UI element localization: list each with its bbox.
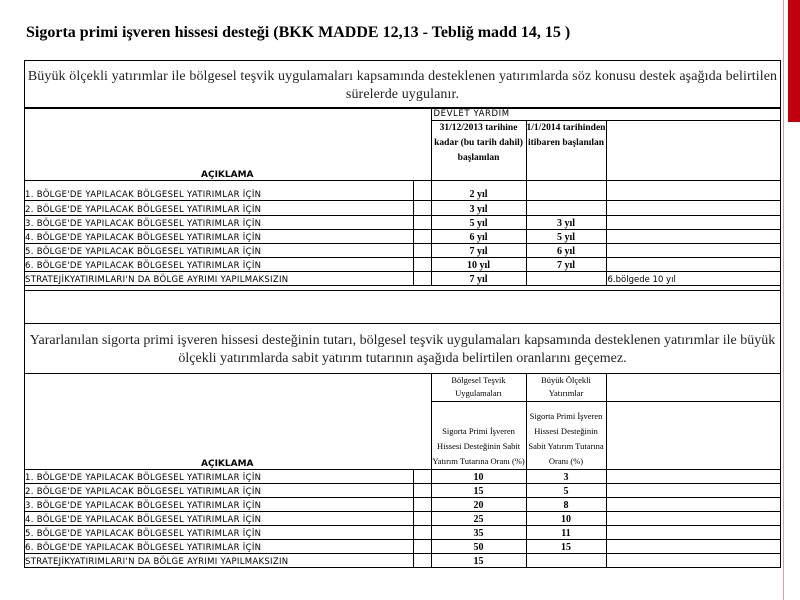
table2-row-note [606, 554, 781, 568]
table1-row-spacer [413, 201, 431, 216]
section1-intro: Büyük ölçekli yatırımlar ile bölgesel teşvik uygulamaları kapsamında desteklenen yatırımlarda söz konusu destek aşağıda belirtilen sürelerde uygulanır. [24, 60, 781, 108]
accent-bar [788, 0, 800, 122]
table-row [24, 244, 781, 258]
table2-row-value-2: 3 [526, 470, 606, 484]
table2-row-spacer [413, 498, 431, 512]
table2-row-spacer [413, 512, 431, 526]
table1-row-value-2: 6 yıl [526, 244, 606, 258]
table2-row-value-1: 15 [431, 554, 526, 568]
table1-row-spacer [413, 181, 431, 201]
table2-row-label: 5. BÖLGE'DE YAPILACAK BÖLGESEL YATIRIMLAR İÇİN [24, 526, 413, 540]
table2-row-note [606, 470, 781, 484]
table1-row-note: 6.bölgede 10 yıl [606, 272, 781, 286]
table1-row-spacer [413, 272, 431, 286]
table2-row-value-1: 15 [431, 484, 526, 498]
table2-row-value-2: 10 [526, 512, 606, 526]
table1-row-value-1: 7 yıl [431, 244, 526, 258]
section-spacer [24, 290, 781, 324]
table2-row-note [606, 484, 781, 498]
table1-row-value-1: 3 yıl [431, 201, 526, 216]
table2-row-label: 1. BÖLGE'DE YAPILACAK BÖLGESEL YATIRIMLAR İÇİN [24, 470, 413, 484]
table1-row-value-2 [526, 181, 606, 201]
table2-row-value-2 [526, 554, 606, 568]
table2-row-spacer [413, 484, 431, 498]
table2-header-label: AÇIKLAMA [24, 374, 431, 470]
table1-row-label: 3. BÖLGE'DE YAPILACAK BÖLGESEL YATIRIMLAR İÇİN [24, 216, 413, 230]
table1-row-value-2 [526, 201, 606, 216]
table2-row-spacer [413, 526, 431, 540]
table1-row-label: STRATEJİKYATIRIMLARI'N DA BÖLGE AYRIMI YAPILMAKSIZIN [24, 272, 413, 286]
table1-col3-header [606, 121, 781, 181]
table2-row-value-2: 15 [526, 540, 606, 554]
table2-row-label: 3. BÖLGE'DE YAPILACAK BÖLGESEL YATIRIMLAR İÇİN [24, 498, 413, 512]
table-row [24, 272, 781, 286]
table-row [24, 216, 781, 230]
table2-row-value-1: 10 [431, 470, 526, 484]
table2-row-note [606, 512, 781, 526]
table1-row-label: 5. BÖLGE'DE YAPILACAK BÖLGESEL YATIRIMLAR İÇİN [24, 244, 413, 258]
table1-row-value-1: 7 yıl [431, 272, 526, 286]
table-row [24, 484, 781, 498]
table-row [24, 201, 781, 216]
section2-intro: Yararlanılan sigorta primi işveren hissesi desteğinin tutarı, bölgesel teşvik uygulamaları kapsamında desteklenen yatırımlar ile büyük ölçekli yatırımlarda sabit yatırım tutarının aşağıda belirtilen oranlarını geçemez. [29, 333, 776, 366]
table1-col1-header: 31/12/2013 tarihine kadar (bu tarih dahil) başlanılan [431, 121, 526, 181]
table-row [24, 258, 781, 272]
table1-row-note [606, 244, 781, 258]
table-row [24, 526, 781, 540]
table2-row-label: STRATEJİKYATIRIMLARI'N DA BÖLGE AYRIMI YAPILMAKSIZIN [24, 554, 413, 568]
table1-row-value-2: 3 yıl [526, 216, 606, 230]
table2-row-value-2: 8 [526, 498, 606, 512]
table2-row-note [606, 498, 781, 512]
table1-row-value-1: 5 yıl [431, 216, 526, 230]
table2-row-value-2: 11 [526, 526, 606, 540]
table1-row-label: 1. BÖLGE'DE YAPILACAK BÖLGESEL YATIRIMLAR İÇİN [24, 181, 413, 201]
table2-row-label: 6. BÖLGE'DE YAPILACAK BÖLGESEL YATIRIMLAR İÇİN [24, 540, 413, 554]
table1-row-note [606, 201, 781, 216]
table1-row-note [606, 181, 781, 201]
table1-row-spacer [413, 216, 431, 230]
table1-row-value-2: 5 yıl [526, 230, 606, 244]
table1-row-spacer [413, 244, 431, 258]
table-row [24, 512, 781, 526]
table-row [24, 230, 781, 244]
duration-table [24, 108, 781, 286]
table1-row-note [606, 258, 781, 272]
table1-row-label: 6. BÖLGE'DE YAPILACAK BÖLGESEL YATIRIMLAR İÇİN [24, 258, 413, 272]
table2-row-spacer [413, 554, 431, 568]
table1-row-note [606, 230, 781, 244]
slide-title: Sigorta primi işveren hissesi desteği (BKK MADDE 12,13 - Tebliğ madd 14, 15 ) [26, 24, 571, 41]
table1-row-note [606, 216, 781, 230]
table2-row-value-1: 35 [431, 526, 526, 540]
table1-row-value-1: 10 yıl [431, 258, 526, 272]
table1-row-value-2: 7 yıl [526, 258, 606, 272]
table-row [24, 181, 781, 201]
table2-row-note [606, 540, 781, 554]
table1-header-label: AÇIKLAMA [24, 109, 431, 181]
table1-row-spacer [413, 230, 431, 244]
table2-row-value-1: 20 [431, 498, 526, 512]
table2-row-value-2: 5 [526, 484, 606, 498]
table2-row-note [606, 526, 781, 540]
table2-col3-top [606, 374, 781, 402]
table2-row-label: 4. BÖLGE'DE YAPILACAK BÖLGESEL YATIRIMLAR İÇİN [24, 512, 413, 526]
table1-group-header: DEVLET YARDIM [431, 109, 781, 121]
table-row [24, 554, 781, 568]
table1-row-value-2 [526, 272, 606, 286]
table2-col2-top: Büyük Ölçekli Yatırımlar [526, 374, 606, 402]
table-row [24, 540, 781, 554]
table2-row-value-1: 50 [431, 540, 526, 554]
table1-row-value-1: 6 yıl [431, 230, 526, 244]
table2-row-spacer [413, 540, 431, 554]
table2-col1-header: Sigorta Primi İşveren Hissesi Desteğinin Sabit Yatırım Tutarına Oranı (%) [431, 402, 526, 470]
table1-row-label: 4. BÖLGE'DE YAPILACAK BÖLGESEL YATIRIMLAR İÇİN [24, 230, 413, 244]
ratio-table [24, 373, 781, 568]
table2-row-label: 2. BÖLGE'DE YAPILACAK BÖLGESEL YATIRIMLAR İÇİN [24, 484, 413, 498]
table1-col2-header: 1/1/2014 tarihinden itibaren başlanılan [526, 121, 606, 181]
table-row [24, 498, 781, 512]
table2-col3-header [606, 402, 781, 470]
table-row [24, 470, 781, 484]
table2-col1-top: Bölgesel Teşvik Uygulamaları [431, 374, 526, 402]
table1-row-value-1: 2 yıl [431, 181, 526, 201]
table2-row-value-1: 25 [431, 512, 526, 526]
slide-edge-line [783, 0, 784, 600]
table2-row-spacer [413, 470, 431, 484]
table1-row-spacer [413, 258, 431, 272]
table2-col2-header: Sigorta Primi İşveren Hissesi Desteğinin Sabit Yatırım Tutarına Oranı (%) [526, 402, 606, 470]
table1-row-label: 2. BÖLGE'DE YAPILACAK BÖLGESEL YATIRIMLAR İÇİN [24, 201, 413, 216]
